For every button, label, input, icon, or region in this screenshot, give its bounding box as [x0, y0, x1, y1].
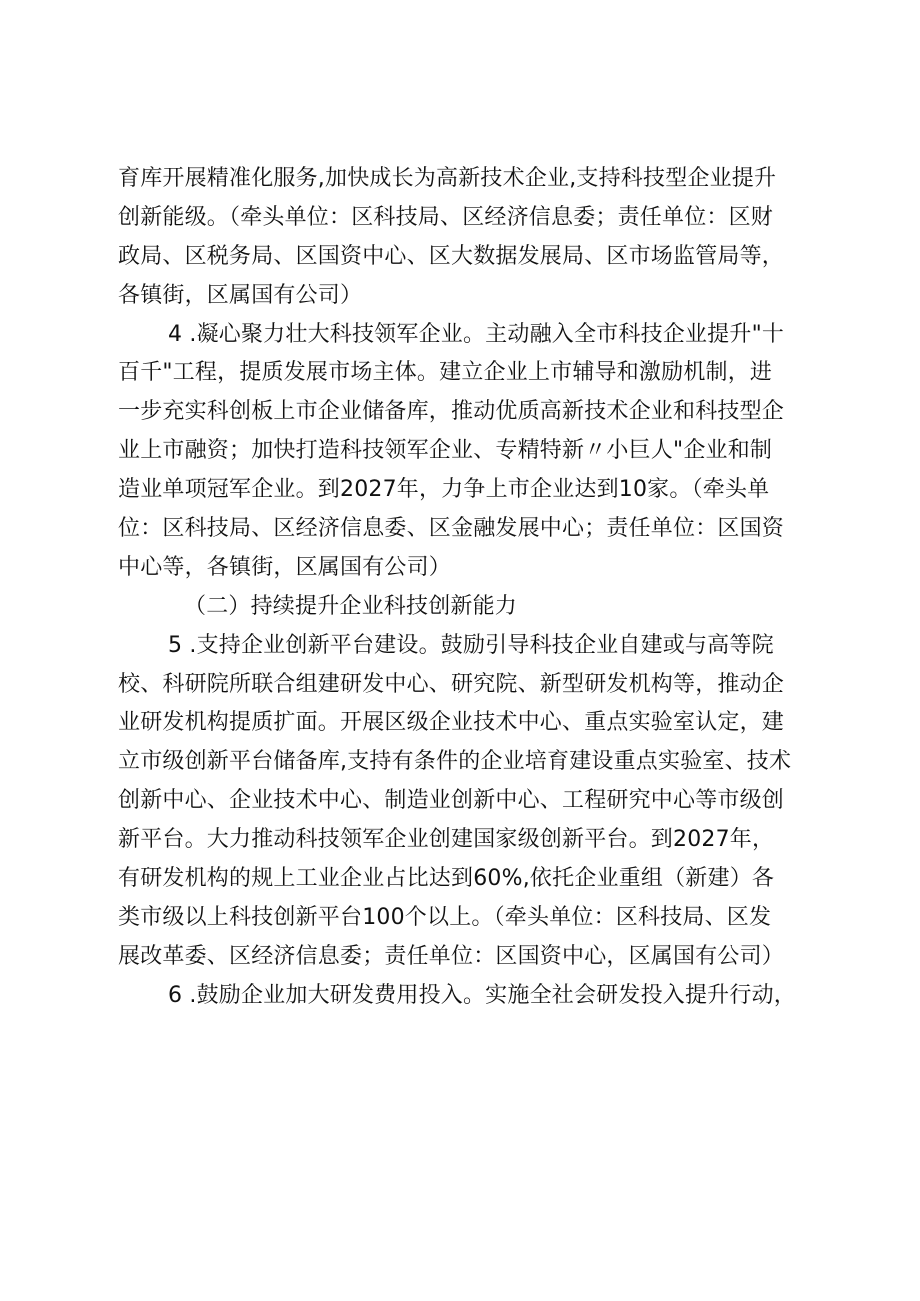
text-line: 各镇街，区属国有公司） — [118, 282, 363, 308]
text-line: 一步充实科创板上市企业储备库，推动优质高新技术企业和科技型企 — [118, 399, 785, 425]
text-line: 中心等，各镇街，区属国有公司） — [118, 554, 452, 580]
paragraph-6-first-line: 6 .鼓励企业加大研发费用投入。实施全社会研发投入提升行动， — [168, 982, 796, 1008]
text-line: 有研发机构的规上工业企业占比达到60%,依托企业重组（新建）各 — [118, 866, 775, 892]
text-line: 创新中心、企业技术中心、制造业创新中心、工程研究中心等市级创 — [118, 788, 785, 814]
text-line: 立市级创新平台储备库,支持有条件的企业培育建设重点实验室、技术 — [118, 749, 792, 775]
body-text — [118, 160, 818, 1016]
text-line: 造业单项冠军企业。到2027年，力争上市企业达到10家。（牵头单 — [118, 477, 770, 503]
section-heading: （二）持续提升企业科技创新能力 — [184, 593, 518, 619]
text-line: 校、科研院所联合组建研发中心、研究院、新型研发机构等，推动企 — [118, 671, 785, 697]
text-line: 类市级以上科技创新平台100个以上。（牵头单位：区科技局、区发 — [118, 904, 772, 930]
text-line: 展改革委、区经济信息委；责任单位：区国资中心，区属国有公司） — [118, 943, 785, 969]
paragraph-4-first-line: 4 .凝心聚力壮大科技领军企业。主动融入全市科技企业提升"十 — [168, 321, 785, 347]
text-line: 位：区科技局、区经济信息委、区金融发展中心；责任单位：区国资 — [118, 516, 785, 542]
text-line: 新平台。大力推动科技领军企业创建国家级创新平台。到2027年， — [118, 827, 775, 853]
text-line: 育库开展精准化服务,加快成长为高新技术企业,支持科技型企业提升 — [118, 166, 777, 191]
text-line: 创新能级。（牵头单位：区科技局、区经济信息委；责任单位：区财 — [118, 204, 774, 230]
text-line: 政局、区税务局、区国资中心、区大数据发展局、区市场监管局等， — [118, 243, 785, 269]
text-line: 百千"工程，提质发展市场主体。建立企业上市辅导和激励机制，进 — [118, 360, 773, 386]
paragraph-5-first-line: 5 .支持企业创新平台建设。鼓励引导科技企业自建或与高等院 — [168, 632, 774, 658]
text-line: 业上市融资；加快打造科技领军企业、专精特新〃小巨人"企业和制 — [118, 438, 773, 464]
text-line: 业研发机构提质扩面。开展区级企业技术中心、重点实验室认定，建 — [118, 710, 785, 736]
